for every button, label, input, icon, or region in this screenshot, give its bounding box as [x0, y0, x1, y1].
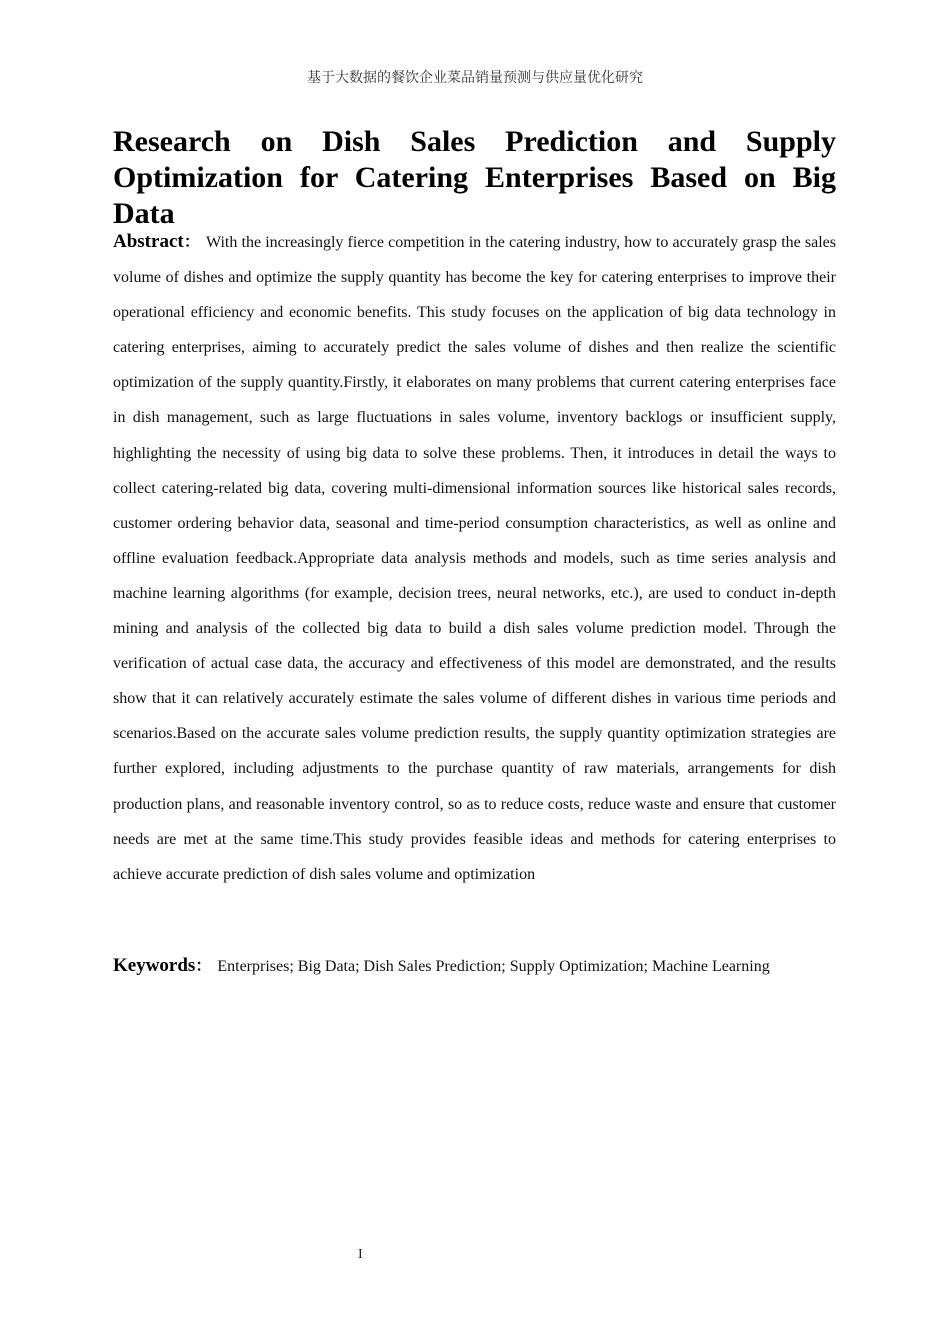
abstract-label: Abstract	[113, 231, 184, 252]
paper-title-line-1: Research on Dish Sales Prediction and Supply	[113, 125, 836, 158]
keywords-list: Enterprises; Big Data; Dish Sales Prediction; Supply Optimization; Machine Learning	[217, 958, 770, 975]
paper-title	[113, 124, 836, 232]
keywords-section	[113, 948, 836, 984]
abstract-section	[113, 224, 836, 892]
abstract-label-separator: ：	[183, 234, 201, 251]
abstract-body: With the increasingly fierce competition in the catering industry, how to accurately grasp the sales volume of dishes and optimize the supply quantity has become the key for catering enterprises to improve their operational efficiency and economic benefits. This study focuses on the application of big data technology in catering enterprises, aiming to accurately predict the sales volume of dishes and then realize the scientific optimization of the supply quantity.Firstly, it elaborates on many problems that current catering enterprises face in dish management, such as large fluctuations in sales volume, inventory backlogs or insufficient supply, highlighting the necessity of using big data to solve these problems. Then, it introduces in detail the ways to collect catering-related big data, covering multi-dimensional information sources like historical sales records, customer ordering behavior data, seasonal and time-period consumption characteristics, as well as online and offline evaluation feedback.Appropriate data analysis methods and models, such as time series analysis and machine learning algorithms (for example, decision trees, neural networks, etc.), are used to conduct in-depth mining and analysis of the collected big data to build a dish sales volume prediction model. Through the verification of actual case data, the accuracy and effectiveness of this model are demonstrated, and the results show that it can relatively accurately estimate the sales volume of different dishes in various time periods and scenarios.Based on the accurate sales volume prediction results, the supply quantity optimization strategies are further explored, including adjustments to the purchase quantity of raw materials, arrangements for dish production plans, and reasonable inventory control, so as to reduce costs, reduce waste and ensure that customer needs are met at the same time.This study provides feasible ideas and methods for catering enterprises to achieve accurate prediction of dish sales volume and optimization	[113, 234, 836, 883]
paper-title-line-2: Optimization for Catering Enterprises Based on Big Data	[113, 161, 836, 230]
running-header: 基于大数据的餐饮企业菜品销量预测与供应量优化研究	[307, 70, 643, 86]
keywords-label-separator: ：	[195, 958, 212, 975]
keywords-label: Keywords	[113, 955, 196, 976]
page-number: I	[358, 1247, 363, 1262]
